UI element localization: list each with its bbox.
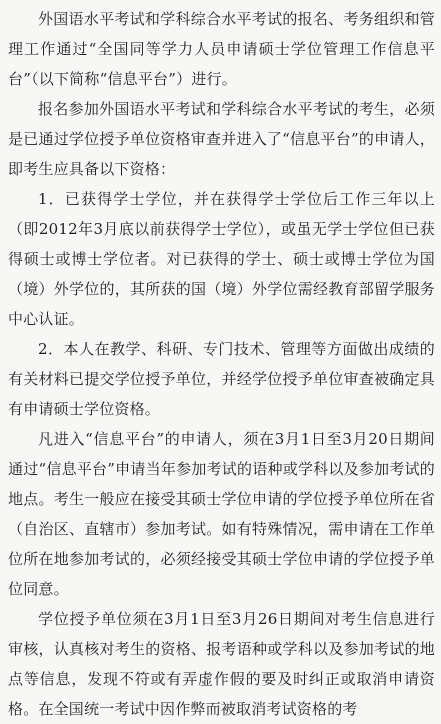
paragraph-requirement-1: 1．已获得学士学位，并在获得学士学位后工作三年以上（即2012年3月底以前获得学士学位），或虽无学士学位但已获得硕士或博士学位者。对已获得的学士、硕士或博士学位为国（境）外学位的，其所获的国（境）外学位需经教育部留学服务中心认证。 bbox=[8, 190, 435, 328]
paragraph-eligibility-intro: 报名参加外国语水平考试和学科综合水平考试的考生，必须是已通过学位授予单位资格审查并进入了“信息平台”的申请人，即考生应具备以下资格： bbox=[8, 100, 435, 178]
paragraph-requirement-2: 2．本人在教学、科研、专门技术、管理等方面做出成绩的有关材料已提交学位授予单位，并经学位授予单位审查被确定具有申请硕士学位资格。 bbox=[8, 340, 435, 418]
paragraph-review-period: 学位授予单位须在3月1日至3月26日期间对考生信息进行审核，认真核对考生的资格、报考语种或学科以及参加考试的地点等信息，发现不符或有弄虚作假的要及时纠正或取消申请资格。在全国统一考试中因作弊而被取消考试资格的考 bbox=[8, 610, 435, 718]
paragraph-registration-platform: 外国语水平考试和学科综合水平考试的报名、考务组织和管理工作通过“全国同等学力人员申请硕士学位管理工作信息平台”（以下简称“信息平台”）进行。 bbox=[8, 10, 435, 88]
paragraph-application-period: 凡进入“信息平台”的申请人，须在3月1日至3月20日期间通过“信息平台”申请当年参加考试的语种或学科以及参加考试的地点。考生一般应在接受其硕士学位申请的学位授予单位所在省（自治区、直辖市）参加考试。如有特殊情况，需申请在工作单位所在地参加考试的，必须经接受其硕士学位申请的学位授予单位同意。 bbox=[8, 430, 435, 598]
